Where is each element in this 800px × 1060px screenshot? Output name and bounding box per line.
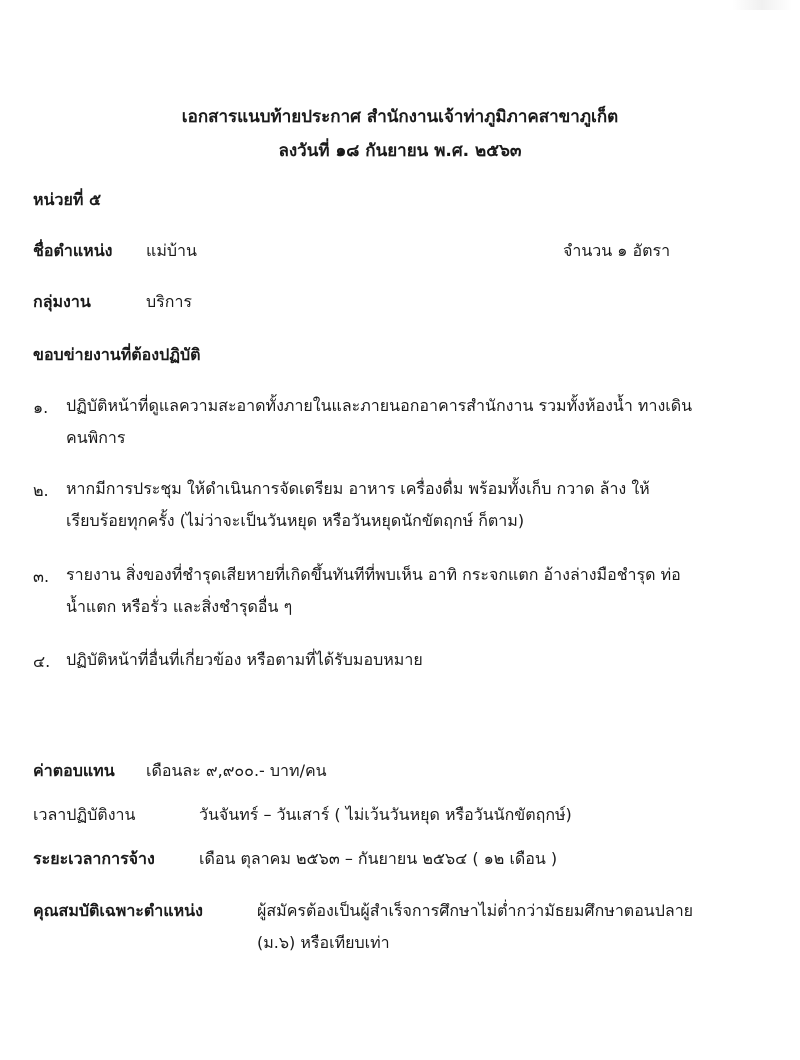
duty-text-line: คนพิการ xyxy=(66,428,126,447)
duty-number: ๔. xyxy=(33,652,51,671)
duty-item xyxy=(33,559,778,623)
duty-item xyxy=(33,390,778,454)
scan-artifact xyxy=(732,0,792,10)
document-date: ลงวันที่ ๑๘ กันยายน พ.ศ. ๒๕๖๓ xyxy=(278,141,522,161)
duty-text-line: รายงาน สิ่งของที่ชำรุดเสียหายที่เกิดขึ้นทันทีที่พบเห็น อาทิ กระจกแตก อ้างล่างมือชำรุด ท่อ xyxy=(66,565,681,584)
document-title: เอกสารแนบท้ายประกาศ สำนักงานเจ้าท่าภูมิภาคสาขาภูเก็ต xyxy=(181,107,619,127)
qualifications-value-line: (ม.๖) หรือเทียบเท่า xyxy=(257,933,390,952)
employment-period-value: เดือน ตุลาคม ๒๕๖๓ – กันยายน ๒๕๖๔ ( ๑๒ เดือน ) xyxy=(199,849,558,868)
duty-text-line: น้ำแตก หรือรั่ว และสิ่งชำรุดอื่น ๆ xyxy=(66,597,293,616)
duty-text xyxy=(66,390,778,454)
qualifications-label: คุณสมบัติเฉพาะตำแหน่ง xyxy=(33,901,203,920)
compensation-value: เดือนละ ๙,๙๐๐.- บาท/คน xyxy=(146,761,327,780)
qualifications-value-line: ผู้สมัครต้องเป็นผู้สำเร็จการศึกษาไม่ต่ำกว่ามัธยมศึกษาตอนปลาย xyxy=(257,901,694,920)
duty-text xyxy=(66,473,778,537)
duty-item xyxy=(33,644,778,676)
working-time-label: เวลาปฏิบัติงาน xyxy=(33,805,136,824)
duty-text-line: หากมีการประชุม ให้ดำเนินการจัดเตรียม อาหาร เครื่องดื่ม พร้อมทั้งเก็บ กวาด ล้าง ให้ xyxy=(66,479,650,498)
working-time-value: วันจันทร์ – วันเสาร์ ( ไม่เว้นวันหยุด หรือวันนักขัตฤกษ์) xyxy=(199,805,572,824)
position-label: ชื่อตำแหน่ง xyxy=(33,241,113,260)
work-group-value: บริการ xyxy=(146,292,193,311)
duty-text-line: ปฏิบัติหน้าที่ดูแลความสะอาดทั้งภายในและภายนอกอาคารสำนักงาน รวมทั้งห้องน้ำ ทางเดิน xyxy=(66,396,693,415)
unit-number: หน่วยที่ ๕ xyxy=(33,190,102,209)
duty-text-line: ปฏิบัติหน้าที่อื่นที่เกี่ยวข้อง หรือตามที่ได้รับมอบหมาย xyxy=(66,650,423,669)
position-quantity: จำนวน ๑ อัตรา xyxy=(563,241,671,260)
duty-item xyxy=(33,473,778,537)
scope-heading: ขอบข่ายงานที่ต้องปฏิบัติ xyxy=(33,345,201,364)
duty-text xyxy=(66,559,778,623)
duty-number: ๓. xyxy=(33,567,50,586)
employment-period-label: ระยะเวลาการจ้าง xyxy=(33,849,155,868)
compensation-label: ค่าตอบแทน xyxy=(33,761,115,780)
position-value: แม่บ้าน xyxy=(146,241,197,260)
duty-number: ๒. xyxy=(33,481,49,500)
work-group-label: กลุ่มงาน xyxy=(33,292,91,311)
duty-text-line: เรียบร้อยทุกครั้ง (ไม่ว่าจะเป็นวันหยุด หรือวันหยุดนักขัตฤกษ์ ก็ตาม) xyxy=(66,511,525,530)
duty-number: ๑. xyxy=(33,398,49,417)
duty-text xyxy=(66,644,778,676)
